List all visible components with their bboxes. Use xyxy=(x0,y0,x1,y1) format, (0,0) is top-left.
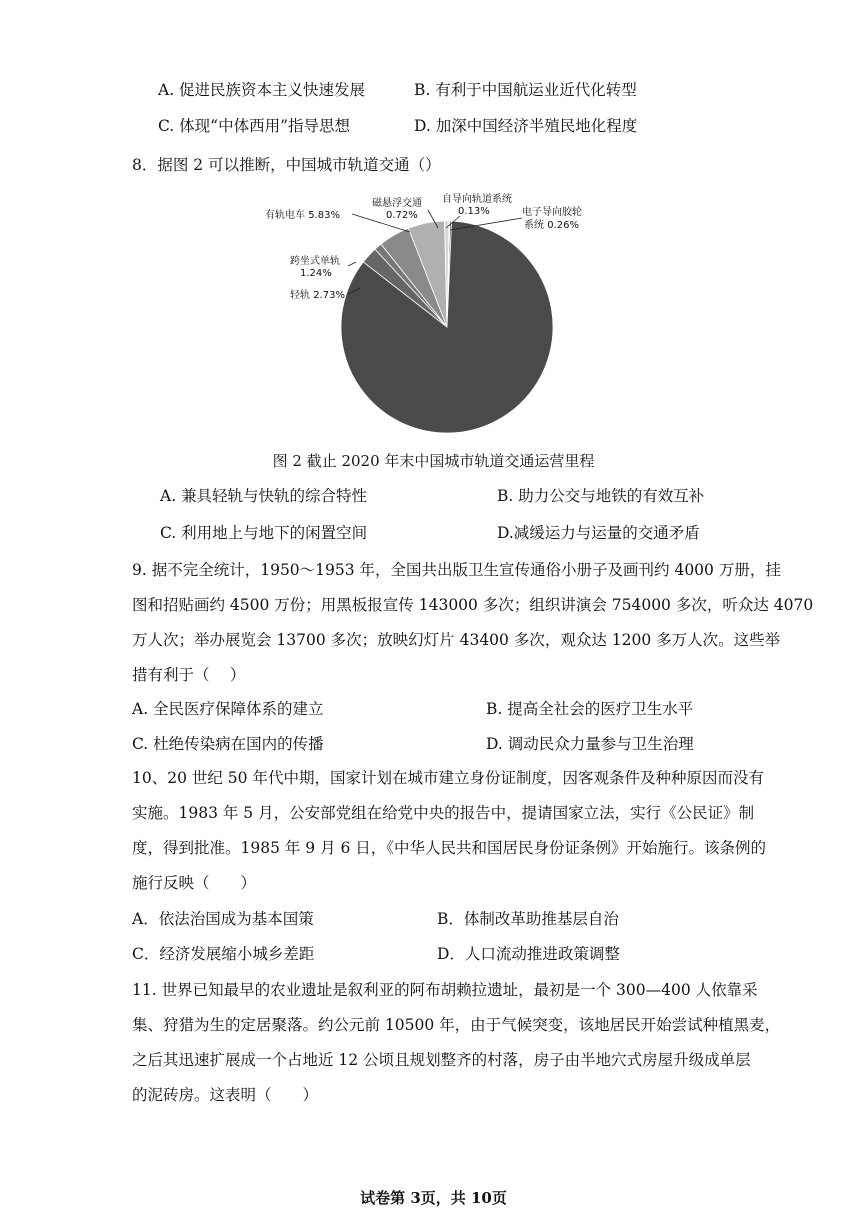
q9-option-c: C. 杜绝传染病在国内的传播 xyxy=(132,735,324,753)
q7-option-b: B. 有利于中国航运业近代化转型 xyxy=(414,81,637,99)
q8-option-a: A. 兼具轻轨与快轨的综合特性 xyxy=(160,487,368,505)
q8-stem: 8．据图 2 可以推断，中国城市轨道交通（） xyxy=(132,156,441,174)
q11-stem-line-4: 的泥砖房。这表明（ ） xyxy=(132,1086,319,1104)
q10-option-d: D．人口流动推进政策调整 xyxy=(437,945,620,963)
q11-stem-line-2: 集、狩猎为生的定居聚落。约公元前 10500 年，由于气候突变，该地居民开始尝试种植黑麦， xyxy=(132,1016,781,1034)
pie-chart xyxy=(260,188,600,438)
q7-option-d: D. 加深中国经济半殖民地化程度 xyxy=(414,117,638,135)
q7-option-a: A. 促进民族资本主义快速发展 xyxy=(158,81,366,99)
q9-stem-line-2: 图和招贴画约 4500 万份；用黑板报宣传 143000 多次；组织讲演会 754000 多次，听众达 4070 xyxy=(132,596,814,614)
q9-option-d: D. 调动民众力量参与卫生治理 xyxy=(486,735,694,753)
q10-stem-line-4: 施行反映（ ） xyxy=(132,874,257,892)
label-monorail-name: 跨坐式单轨 xyxy=(290,256,340,267)
q7-option-c: C. 体现“中体西用”指导思想 xyxy=(158,117,351,135)
label-electronic-name-1: 电子导向胶轮 xyxy=(522,207,582,218)
q9-option-a: A. 全民医疗保障体系的建立 xyxy=(132,700,324,718)
q8-option-b: B. 助力公交与地铁的有效互补 xyxy=(497,487,705,505)
label-autoguided-name: 自导向轨道系统 xyxy=(442,194,512,205)
label-tram: 有轨电车 5.83% xyxy=(265,210,340,221)
pie-slices xyxy=(341,221,553,433)
q8-option-c: C. 利用地上与地下的闲置空间 xyxy=(160,524,368,542)
q11-stem-line-3: 之后其迅速扩展成一个占地近 12 公顷且规划整齐的村落，房子由半地穴式房屋升级成单层 xyxy=(132,1051,751,1069)
label-electronic-value: 系统 0.26% xyxy=(524,220,579,231)
page-footer: 试卷第 3页，共 10页 xyxy=(360,1189,507,1207)
q9-stem-line-4: 措有利于（ ） xyxy=(132,666,246,684)
q10-stem-line-1: 10、20 世纪 50 年代中期，国家计划在城市建立身份证制度，因客观条件及种种原因而没有 xyxy=(132,769,764,787)
q10-stem-line-2: 实施。1983 年 5 月，公安部党组在给党中央的报告中，提请国家立法，实行《公民证》制 xyxy=(132,804,755,822)
label-monorail-value: 1.24% xyxy=(300,268,332,279)
chart-caption: 图 2 截止 2020 年末中国城市轨道交通运营里程 xyxy=(272,452,595,470)
label-lightrail: 轻轨 2.73% xyxy=(290,290,345,301)
label-maglev-value: 0.72% xyxy=(386,210,418,221)
q11-stem-line-1: 11. 世界已知最早的农业遗址是叙利亚的阿布胡赖拉遗址，最初是一个 300—400 人依靠采 xyxy=(132,981,758,999)
q10-option-a: A．依法治国成为基本国策 xyxy=(132,910,314,928)
label-autoguided-value: 0.13% xyxy=(458,206,490,217)
q10-option-b: B．体制改革助推基层自治 xyxy=(437,910,619,928)
q8-option-d: D.减缓运力与运量的交通矛盾 xyxy=(497,524,700,542)
q9-stem-line-3: 万人次；举办展览会 13700 多次；放映幻灯片 43400 多次，观众达 1200 多万人次。这些举 xyxy=(132,631,781,649)
label-maglev-name: 磁悬浮交通 xyxy=(372,198,422,209)
q9-option-b: B. 提高全社会的医疗卫生水平 xyxy=(486,700,694,718)
q10-option-c: C．经济发展缩小城乡差距 xyxy=(132,945,315,963)
q10-stem-line-3: 度，得到批准。1985 年 9 月 6 日，《中华人民共和国居民身份证条例》开始施行。该条例的 xyxy=(132,839,767,857)
q9-stem-line-1: 9. 据不完全统计，1950～1953 年，全国共出版卫生宣传通俗小册子及画刊约 4000 万册，挂 xyxy=(132,561,781,579)
